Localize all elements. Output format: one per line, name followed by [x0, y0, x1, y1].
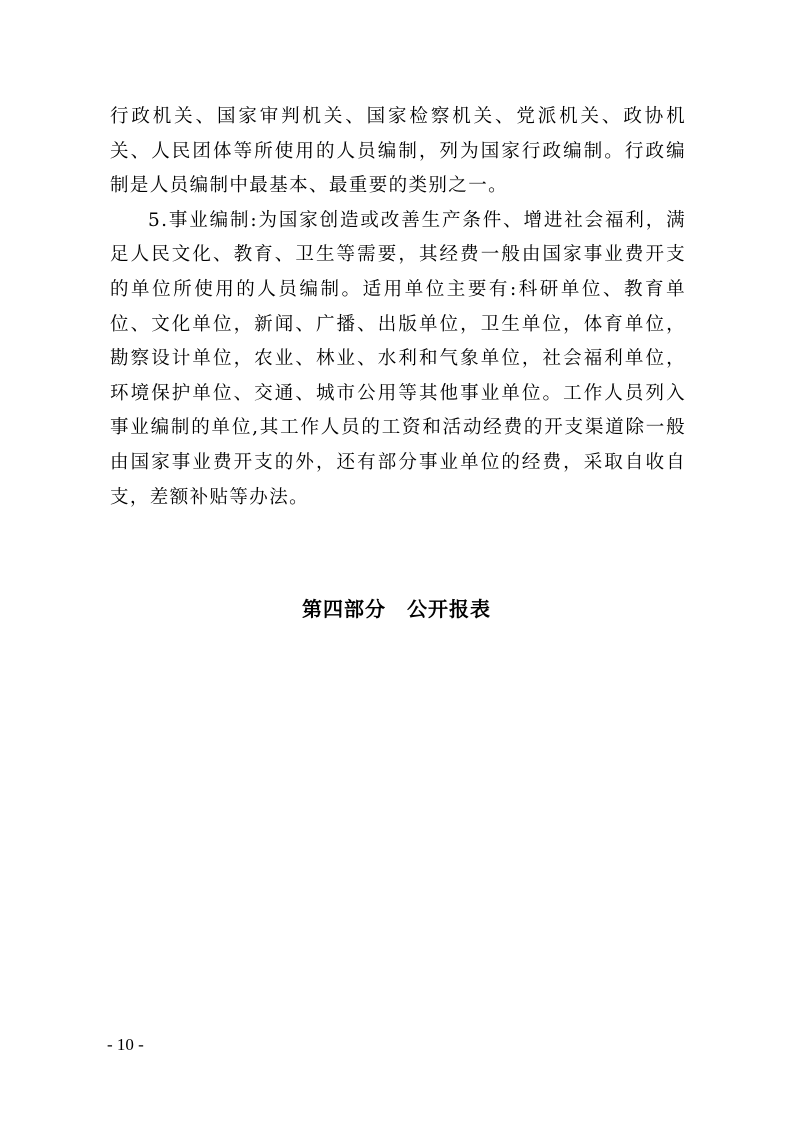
page-number: - 10 - — [107, 1035, 144, 1054]
paragraph-public-institution-staffing: 5.事业编制:为国家创造或改善生产条件、增进社会福利，满足人民文化、教育、卫生等需要，其经费一般由国家事业费开支的单位所使用的人员编制。适用单位主要有:科研单位、教育单位、文化单位，新闻、广播、出版单位，卫生单位，体育单位，勘察设计单位，农业、林业、水利和气象单位，社会福利单位，环境保护单位、交通、城市公用等其他事业单位。工作人员列入事业编制的单位,其工作人员的工资和活动经费的开支渠道除一般由国家事业费开支的外，还有部分事业单位的经费，采取自收自支，差额补贴等办法。 — [110, 209, 686, 508]
body-text — [110, 100, 686, 515]
paragraph-administrative-staffing: 行政机关、国家审判机关、国家检察机关、党派机关、政协机关、人民团体等所使用的人员编制，列为国家行政编制。行政编制是人员编制中最基本、最重要的类别之一。 — [110, 106, 686, 197]
section-heading: 第四部分 公开报表 — [302, 597, 491, 621]
